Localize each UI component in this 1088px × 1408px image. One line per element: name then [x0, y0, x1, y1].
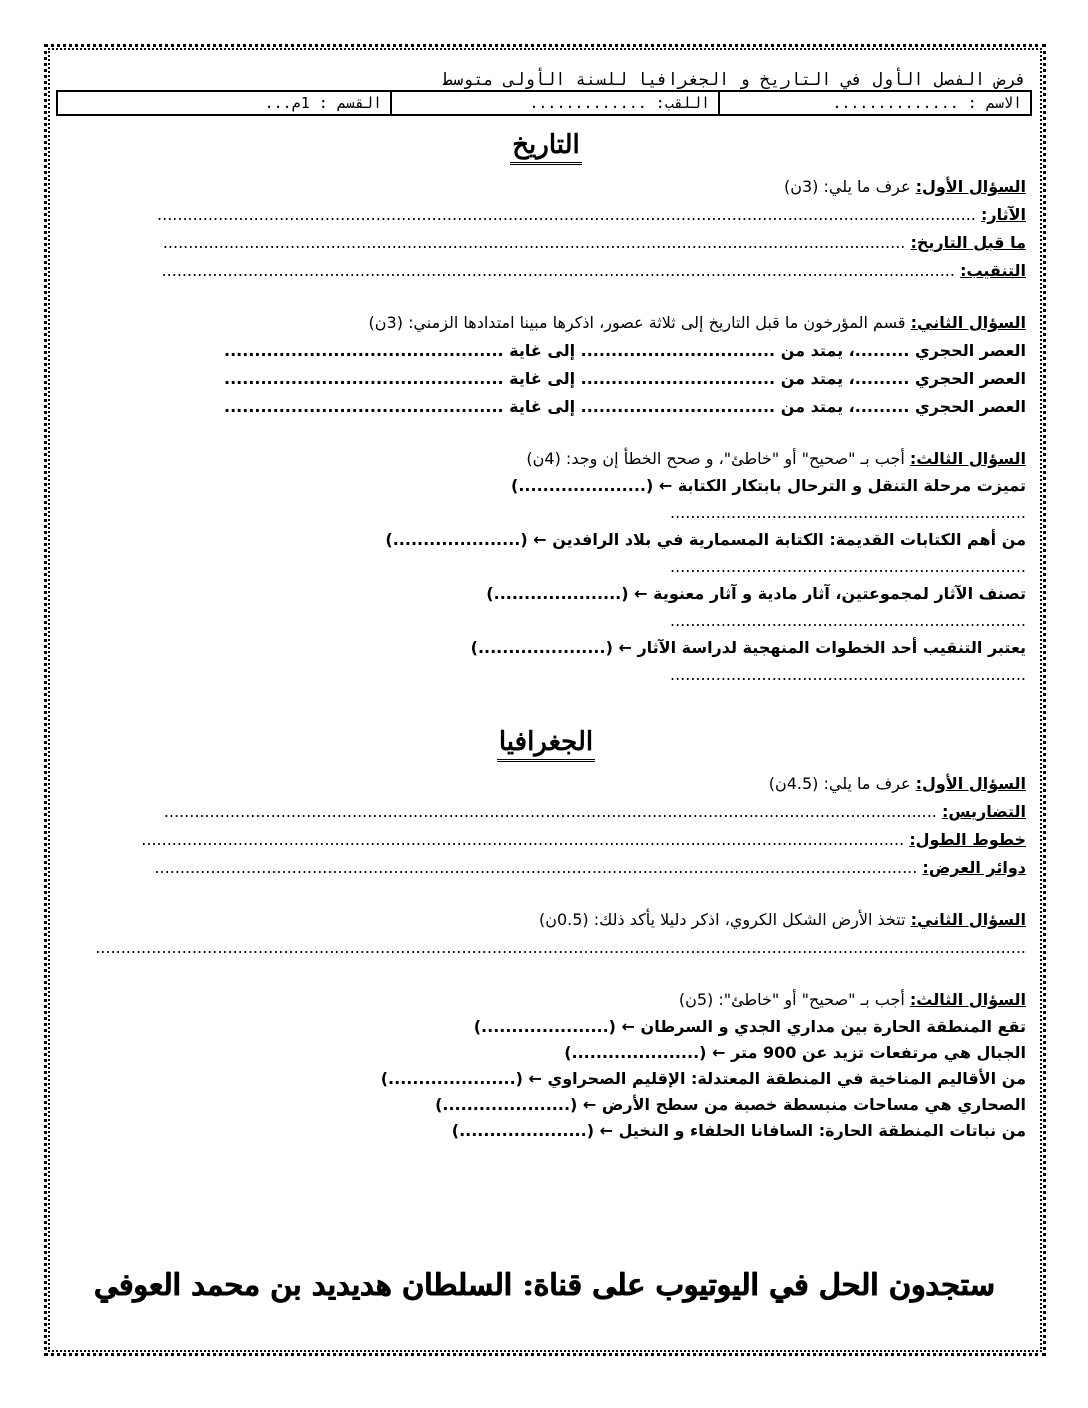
geography-q3-statement-2[interactable]: الجبال هي مرتفعات تزيد عن 900 متر ← (.....................)	[564, 1043, 1026, 1062]
geography-q3-statement-1[interactable]: تقع المنطقة الحارة بين مداري الجدي و السرطان ← (.....................)	[473, 1017, 1026, 1036]
geography-q2-answer[interactable]: .......................................................................................................................................................................................	[95, 938, 1026, 957]
geography-q3	[66, 986, 1026, 1014]
geography-q1-term-3: دوائر العرض: ......................................................................................................................................................	[154, 858, 1026, 877]
history-q1-term-3: التنقيب: ............................................................................................................................................................	[161, 261, 1026, 280]
exam-title: فرض الفصل الأول في التاريخ و الجغرافيا للسنة الأولى متوسط	[442, 70, 1026, 90]
history-q3-statement-3[interactable]: تصنف الآثار لمجموعتين، آثار مادية و آثار معنوية ← (.....................)	[486, 584, 1026, 603]
geography-q3-text: أجب بـ "صحيح" أو "خاطئ": (5ن)	[678, 990, 910, 1009]
student-info-table	[56, 90, 1032, 116]
class-field[interactable]: القسم : 1م...	[57, 91, 391, 115]
geography-q3-statement-5[interactable]: من نباتات المنطقة الحارة: السافانا الحلفاء و النخيل ← (.....................)	[451, 1121, 1026, 1140]
history-q1-term-2: ما قبل التاريخ: ..................................................................................................................................................	[162, 233, 1026, 252]
history-q2	[66, 309, 1026, 337]
geography-q1-label: السؤال الأول:	[915, 774, 1026, 793]
history-q1-label: السؤال الأول:	[915, 177, 1026, 196]
geography-q1-text: عرف ما يلي: (4.5ن)	[768, 774, 916, 793]
history-q3	[66, 445, 1026, 473]
history-q3-correction-3[interactable]: ......................................................................	[669, 611, 1026, 630]
history-q1-text: عرف ما يلي: (3ن)	[783, 177, 916, 196]
history-q3-statement-2[interactable]: من أهم الكتابات القديمة: الكتابة المسمارية في بلاد الرافدين ← (.....................)	[385, 530, 1026, 549]
geography-q3-label: السؤال الثالث:	[909, 990, 1026, 1009]
history-q3-text: أجب بـ "صحيح" أو "خاطئ"، و صحح الخطأ إن وجد: (4ن)	[526, 449, 910, 468]
geography-q1	[66, 770, 1026, 798]
history-q3-statement-4[interactable]: يعتبر التنقيب أحد الخطوات المنهجية لدراسة الآثار ← (.....................)	[470, 638, 1026, 657]
geography-q2	[66, 906, 1026, 934]
exam-content	[66, 58, 1026, 1144]
geography-q2-text: تتخذ الأرض الشكل الكروي، اذكر دليلا يأكد ذلك: (0.5ن)	[538, 910, 911, 929]
geography-q3-statement-4[interactable]: الصحاري هي مساحات منبسطة خصبة من سطح الأرض ← (.....................)	[435, 1095, 1026, 1114]
history-q3-correction-2[interactable]: ......................................................................	[669, 557, 1026, 576]
history-q3-correction-4[interactable]: ......................................................................	[669, 665, 1026, 684]
history-q1-term-1: الآثار: .................................................................................................................................................................	[157, 205, 1026, 224]
history-q3-label: السؤال الثالث:	[909, 449, 1026, 468]
history-title: التاريخ	[66, 130, 1026, 165]
history-q3-statement-1[interactable]: تميزت مرحلة التنقل و الترحال بابتكار الكتابة ← (.....................)	[511, 476, 1026, 495]
geography-q3-statement-3[interactable]: من الأقاليم المناخية في المنطقة المعتدلة: الإقليم الصحراوي ← (.....................)	[380, 1069, 1026, 1088]
history-q2-row-2[interactable]: العصر الحجري .........، يمتد من ................................ إلى غاية ..............................................	[224, 369, 1026, 388]
history-q3-correction-1[interactable]: ......................................................................	[669, 503, 1026, 522]
surname-field[interactable]: اللقب: .............	[391, 91, 719, 115]
history-q2-row-3[interactable]: العصر الحجري .........، يمتد من ................................ إلى غاية ..............................................	[224, 397, 1026, 416]
history-q2-label: السؤال الثاني:	[910, 313, 1026, 332]
geography-q1-term-1: التضاريس: ........................................................................................................................................................	[163, 802, 1026, 821]
geography-q1-term-2: خطوط الطول: ......................................................................................................................................................	[141, 830, 1026, 849]
geography-title: الجغرافيا	[66, 727, 1026, 762]
history-q2-text: قسم المؤرخون ما قبل التاريخ إلى ثلاثة عصور، اذكرها مبينا امتدادها الزمني: (3ن)	[368, 313, 911, 332]
history-q2-row-1[interactable]: العصر الحجري .........، يمتد من ................................ إلى غاية ..............................................	[224, 341, 1026, 360]
geography-q2-label: السؤال الثاني:	[910, 910, 1026, 929]
history-q1	[66, 173, 1026, 201]
footer-note: ستجدون الحل في اليوتيوب على قناة: السلطان هديديد بن محمد العوفي	[93, 1268, 995, 1303]
name-field[interactable]: الاسم : ..............	[719, 91, 1031, 115]
